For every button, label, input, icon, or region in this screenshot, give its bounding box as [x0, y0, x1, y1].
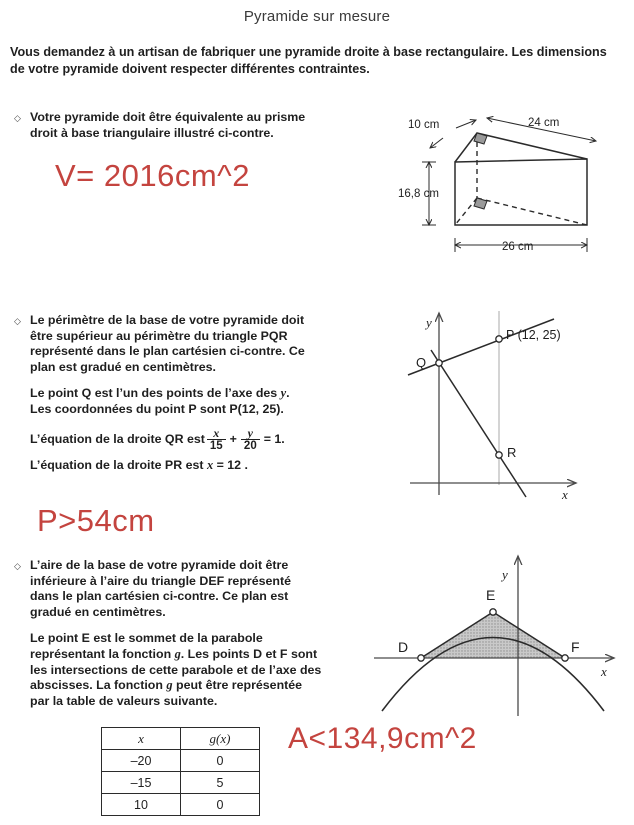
- axis-symbol: y: [280, 386, 287, 401]
- equation-pr-var: x: [206, 458, 214, 473]
- text-line: les intersections de cette parabole et de l’axe des: [30, 662, 322, 677]
- constraint-volume-text: [30, 110, 385, 141]
- cell-x: 10: [102, 794, 181, 816]
- detail-text: représentant la fonction: [30, 646, 172, 661]
- text-line: gradué en centimètres.: [30, 604, 166, 619]
- cell-gx: 5: [181, 772, 260, 794]
- text-line: Le périmètre de la base de votre pyramide doit: [30, 313, 305, 327]
- figure-pqr: [404, 305, 594, 510]
- prism-label-slant: 10 cm: [408, 119, 440, 131]
- answer-perimeter: P>54cm: [37, 503, 155, 538]
- point-label-p: P (12, 25): [506, 328, 561, 342]
- text-line: Votre pyramide doit être équivalente au prisme: [30, 110, 306, 124]
- cell-x: –20: [102, 750, 181, 772]
- text-line: inférieure à l’aire du triangle DEF représenté: [30, 573, 291, 588]
- values-table: [101, 727, 260, 816]
- constraint-area-text: [30, 558, 370, 709]
- point-label-d: D: [398, 639, 409, 655]
- constraint-area: [10, 558, 370, 709]
- answer-area: A<134,9cm^2: [288, 722, 477, 755]
- function-symbol-g: g: [166, 678, 173, 693]
- text-line: Le point Q est l’un des points de l’axe des y.: [30, 386, 290, 401]
- detail-text: abscisses. La fonction: [30, 678, 163, 693]
- text-line: [30, 647, 370, 663]
- cell-x: –15: [102, 772, 181, 794]
- equation-qr-prefix: L’équation de la droite QR est: [30, 432, 205, 447]
- page-title: Pyramide sur mesure: [243, 8, 391, 25]
- detail-text: peut être représentée: [176, 678, 303, 693]
- text-line: être supérieur au périmètre du triangle PQR: [30, 328, 288, 343]
- prism-label-top: 24 cm: [528, 117, 560, 129]
- text-line: [30, 678, 370, 694]
- area-details: [30, 631, 370, 709]
- fraction-x-15: [207, 427, 226, 453]
- constraint-volume: [10, 110, 385, 141]
- denominator: 15: [209, 440, 223, 453]
- axis-label-y: y: [426, 315, 432, 330]
- constraint-perimeter-text: [30, 313, 370, 474]
- prism-label-base: 26 cm: [502, 241, 534, 253]
- bullet-marker-icon: ◇: [14, 561, 21, 571]
- cell-gx: 0: [181, 750, 260, 772]
- answer-volume: V= 2016cm^2: [55, 158, 250, 193]
- table-row: [102, 772, 260, 794]
- numerator: y: [247, 425, 253, 440]
- column-header-gx: g(x): [181, 728, 260, 750]
- text-line: L’aire de la base de votre pyramide doit être: [30, 558, 289, 572]
- perimeter-details: [30, 386, 370, 417]
- constraint-perimeter: [10, 313, 370, 474]
- text-line: dans le plan cartésien ci-contre. Ce plan est: [30, 589, 289, 604]
- axis-label-x: x: [601, 664, 607, 679]
- function-symbol-g: g: [174, 646, 181, 661]
- detail-text: Le point Q est l’un des points de l’axe des: [30, 386, 278, 401]
- detail-text: . Les points D et F sont: [180, 646, 318, 661]
- bullet-marker-icon: ◇: [14, 113, 21, 123]
- point-label-q: Q: [416, 355, 427, 370]
- equation-pr: [30, 458, 370, 474]
- cell-gx: 0: [181, 794, 260, 816]
- text-line: droit à base triangulaire illustré ci-contre.: [30, 125, 274, 140]
- prism-label-height: 16,8 cm: [398, 188, 439, 200]
- bullet-marker-icon: ◇: [14, 316, 21, 326]
- equals-one: = 1.: [263, 432, 285, 447]
- text-line: plan est gradué en centimètres.: [30, 359, 216, 374]
- point-label-e: E: [486, 587, 496, 603]
- column-header-x: x: [102, 728, 181, 750]
- text-line: Le point E est le sommet de la parabole: [30, 631, 263, 646]
- figure-parabola: [368, 548, 634, 728]
- table-header-row: [102, 728, 260, 750]
- equation-pr-value: = 12 .: [216, 458, 248, 473]
- numerator: x: [213, 425, 220, 440]
- point-label-f: F: [571, 639, 580, 655]
- equation-qr: [30, 427, 287, 453]
- table-row: [102, 750, 260, 772]
- intro-paragraph: Vous demandez à un artisan de fabriquer une pyramide droite à base rectangulaire. Les dimensions de votre pyramide doivent respecter différentes contraintes.: [10, 45, 607, 76]
- table-row: [102, 794, 260, 816]
- fraction-y-20: [241, 427, 260, 453]
- equation-pr-prefix: L’équation de la droite PR est: [30, 458, 204, 473]
- text-line: par la table de valeurs suivante.: [30, 693, 218, 708]
- denominator: 20: [243, 440, 257, 453]
- point-label-r: R: [507, 445, 517, 460]
- axis-label-x: x: [562, 487, 568, 502]
- text-line: Les coordonnées du point P sont P(12, 25).: [30, 401, 284, 416]
- plus-sign: +: [229, 432, 237, 447]
- figure-prism: [398, 100, 634, 265]
- axis-label-y: y: [502, 567, 508, 582]
- text-line: représenté dans le plan cartésien ci-contre. Ce: [30, 344, 305, 359]
